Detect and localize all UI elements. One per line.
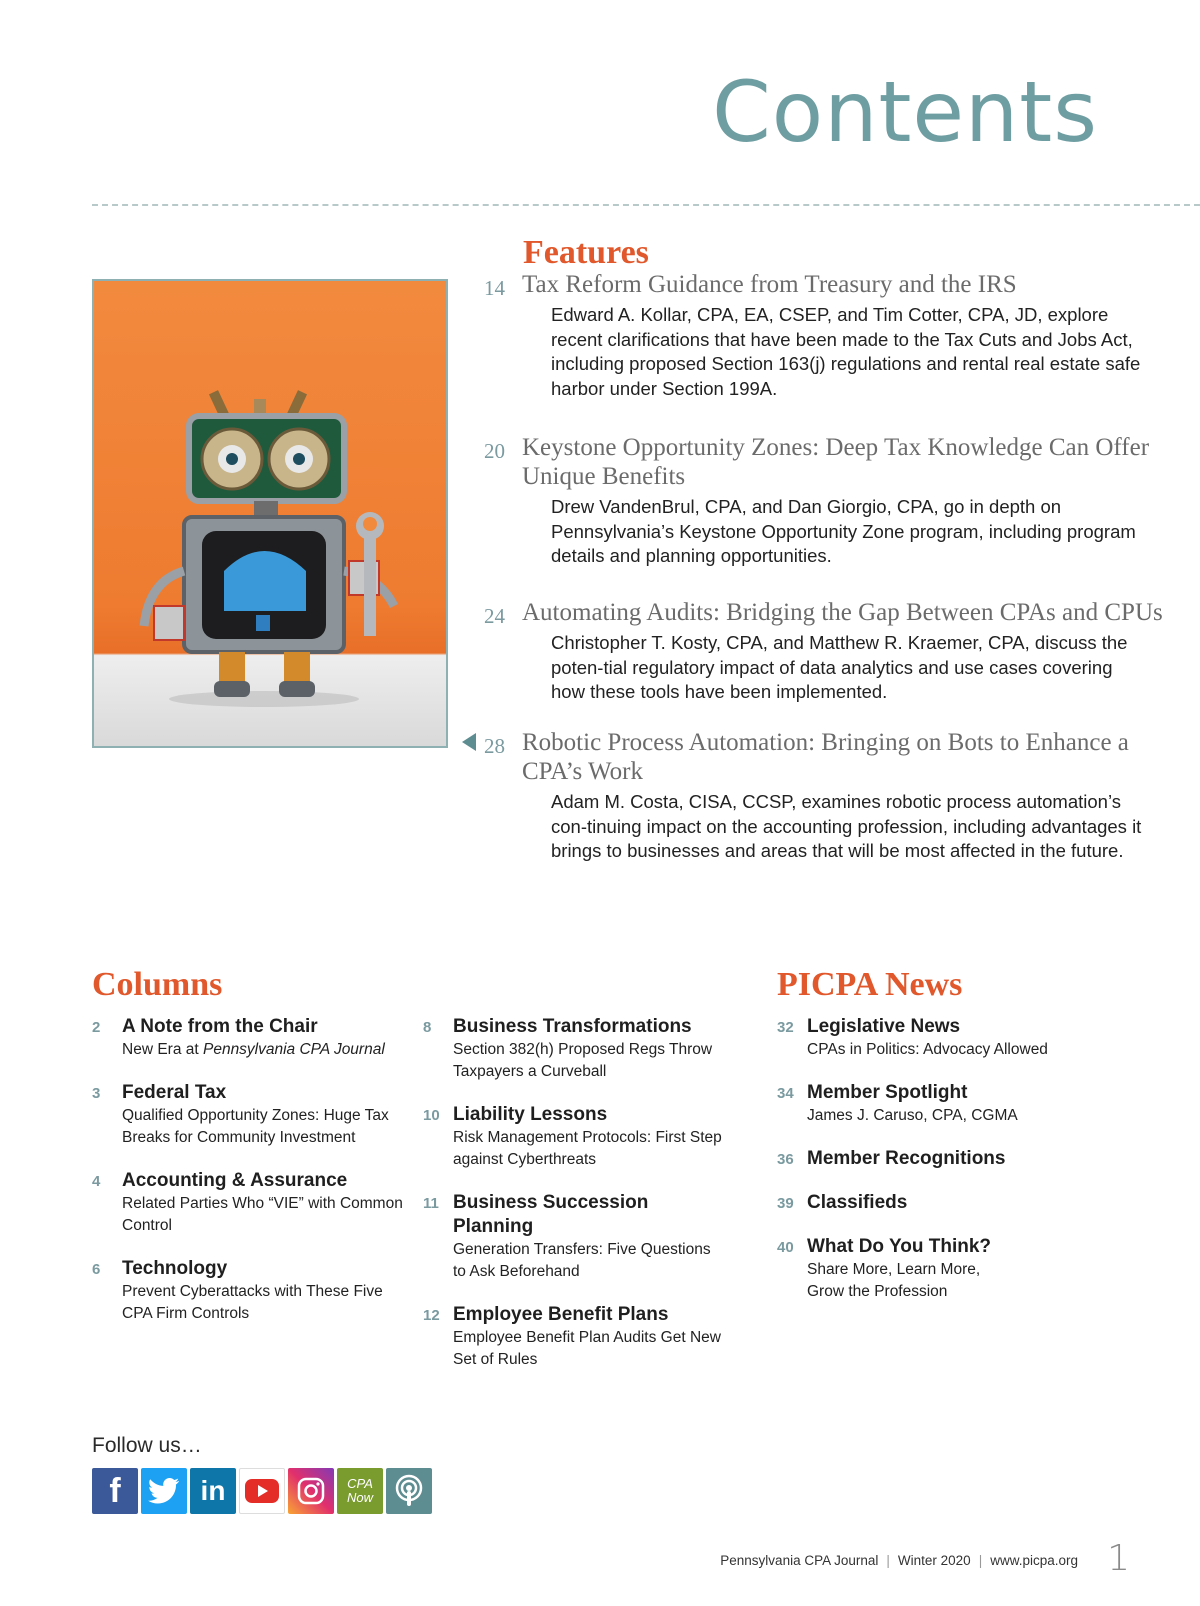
picpa-news-heading: PICPA News xyxy=(777,966,963,1003)
column-page-number: 2 xyxy=(92,1019,101,1036)
column-subtitle: Prevent Cyberattacks with These Five CPA Firm Controls xyxy=(122,1283,383,1322)
news-page-number: 40 xyxy=(777,1239,794,1256)
robot-illustration xyxy=(94,281,446,746)
column-item[interactable] xyxy=(92,1015,412,1061)
feature-description: Drew VandenBrul, CPA, and Dan Giorgio, CPA, go in depth on Pennsylvania’s Keystone Opportunity Zone program, including program details and planning opportunities. xyxy=(551,496,1136,566)
column-subtitle: New Era at Pennsylvania CPA Journal xyxy=(122,1041,385,1058)
news-item[interactable] xyxy=(777,1235,1107,1303)
cpa-now-icon[interactable]: CPA Now xyxy=(337,1468,383,1514)
feature-page-number: 28 xyxy=(484,734,505,758)
column-item[interactable] xyxy=(92,1257,412,1325)
title-divider xyxy=(92,204,1200,206)
column-item[interactable] xyxy=(423,1015,723,1083)
column-subtitle: Risk Management Protocols: First Step against Cyberthreats xyxy=(453,1129,722,1168)
news-list xyxy=(777,1015,1107,1303)
column-page-number: 10 xyxy=(423,1107,440,1124)
columns-heading: Columns xyxy=(92,966,223,1003)
column-item[interactable] xyxy=(92,1081,412,1149)
youtube-icon[interactable] xyxy=(239,1468,285,1514)
feature-description: Edward A. Kollar, CPA, EA, CSEP, and Tim Cotter, CPA, JD, explore recent clarifications that have been made to the Tax Cuts and Jobs Act, including proposed Section 163(j) regulations and rental real estate safe harbor under Section 199A. xyxy=(551,304,1141,399)
column-title[interactable]: Liability Lessons xyxy=(453,1104,608,1125)
linkedin-icon[interactable]: in xyxy=(190,1468,236,1514)
columns-list-left xyxy=(92,1015,412,1325)
feature-title[interactable]: Robotic Process Automation: Bringing on Bots to Enhance a CPA’s Work xyxy=(522,729,1129,785)
news-page-number: 39 xyxy=(777,1195,794,1212)
twitter-icon[interactable] xyxy=(141,1468,187,1514)
news-page-number: 32 xyxy=(777,1019,794,1036)
website-link[interactable]: www.picpa.org xyxy=(990,1553,1078,1568)
page-footer: Pennsylvania CPA Journal | Winter 2020 | www.picpa.org xyxy=(720,1553,1078,1568)
column-page-number: 6 xyxy=(92,1261,101,1278)
column-page-number: 12 xyxy=(423,1307,440,1324)
feature-item[interactable] xyxy=(470,598,1170,705)
feature-title[interactable]: Automating Audits: Bridging the Gap Between CPAs and CPUs xyxy=(522,599,1163,626)
facebook-icon[interactable]: f xyxy=(92,1468,138,1514)
column-page-number: 3 xyxy=(92,1085,101,1102)
news-page-number: 34 xyxy=(777,1085,794,1102)
column-item[interactable] xyxy=(423,1103,723,1171)
column-page-number: 4 xyxy=(92,1173,101,1190)
news-item[interactable] xyxy=(777,1191,1107,1215)
feature-description: Christopher T. Kosty, CPA, and Matthew R. Kraemer, CPA, discuss the poten-tial regulatory impact of data analytics and use cases covering how these tools have been implemented. xyxy=(551,632,1128,702)
instagram-icon[interactable] xyxy=(288,1468,334,1514)
column-item[interactable] xyxy=(423,1191,723,1283)
column-subtitle: Employee Benefit Plan Audits Get New Set of Rules xyxy=(453,1329,721,1368)
column-title[interactable]: Accounting & Assurance xyxy=(122,1170,348,1191)
column-title[interactable]: Business Transformations xyxy=(453,1016,692,1037)
column-subtitle: Generation Transfers: Five Questions to Ask Beforehand xyxy=(453,1241,711,1280)
news-title[interactable]: Member Recognitions xyxy=(807,1148,1006,1169)
pointer-arrow-icon xyxy=(462,733,476,751)
news-page-number: 36 xyxy=(777,1151,794,1168)
social-icons xyxy=(92,1468,432,1514)
column-subtitle: Related Parties Who “VIE” with Common Control xyxy=(122,1195,403,1234)
follow-label: Follow us… xyxy=(92,1434,202,1457)
news-subtitle: CPAs in Politics: Advocacy Allowed xyxy=(807,1041,1048,1058)
feature-title[interactable]: Tax Reform Guidance from Treasury and the IRS xyxy=(522,271,1017,298)
news-item[interactable] xyxy=(777,1015,1107,1061)
column-page-number: 11 xyxy=(423,1195,439,1212)
news-subtitle: Share More, Learn More, Grow the Profession xyxy=(807,1261,981,1300)
feature-page-number: 14 xyxy=(484,276,505,300)
column-title[interactable]: Employee Benefit Plans xyxy=(453,1304,669,1325)
column-item[interactable] xyxy=(92,1169,412,1237)
news-subtitle: James J. Caruso, CPA, CGMA xyxy=(807,1107,1018,1124)
column-subtitle: Qualified Opportunity Zones: Huge Tax Breaks for Community Investment xyxy=(122,1107,389,1146)
journal-name: Pennsylvania CPA Journal xyxy=(720,1553,879,1568)
issue-label: Winter 2020 xyxy=(897,1553,971,1568)
news-title[interactable]: What Do You Think? xyxy=(807,1236,991,1257)
news-item[interactable] xyxy=(777,1147,1107,1171)
news-title[interactable]: Member Spotlight xyxy=(807,1082,968,1103)
news-item[interactable] xyxy=(777,1081,1107,1127)
column-title[interactable]: A Note from the Chair xyxy=(122,1016,318,1037)
feature-item[interactable] xyxy=(470,270,1170,401)
column-item[interactable] xyxy=(423,1303,723,1371)
robot-photo xyxy=(92,279,448,748)
news-title[interactable]: Classifieds xyxy=(807,1192,908,1213)
column-title[interactable]: Federal Tax xyxy=(122,1082,227,1103)
column-title[interactable]: Business Succession Planning xyxy=(453,1192,649,1237)
podcast-icon[interactable] xyxy=(386,1468,432,1514)
column-subtitle: Section 382(h) Proposed Regs Throw Taxpayers a Curveball xyxy=(453,1041,713,1080)
feature-page-number: 24 xyxy=(484,604,505,628)
feature-description: Adam M. Costa, CISA, CCSP, examines robotic process automation’s con-tinuing impact on the accounting profession, including advantages it brings to businesses and areas that will be most affected in the future. xyxy=(551,791,1142,861)
column-title[interactable]: Technology xyxy=(122,1258,228,1279)
columns-list-right xyxy=(423,1015,723,1371)
page-number: 1 xyxy=(1107,1538,1130,1579)
features-heading: Features xyxy=(523,234,649,271)
news-title[interactable]: Legislative News xyxy=(807,1016,961,1037)
page-title: Contents xyxy=(712,63,1098,161)
column-page-number: 8 xyxy=(423,1019,432,1036)
feature-title[interactable]: Keystone Opportunity Zones: Deep Tax Knowledge Can Offer Unique Benefits xyxy=(522,434,1150,490)
feature-item-current[interactable] xyxy=(470,728,1170,864)
feature-item[interactable] xyxy=(470,433,1170,569)
feature-page-number: 20 xyxy=(484,439,505,463)
